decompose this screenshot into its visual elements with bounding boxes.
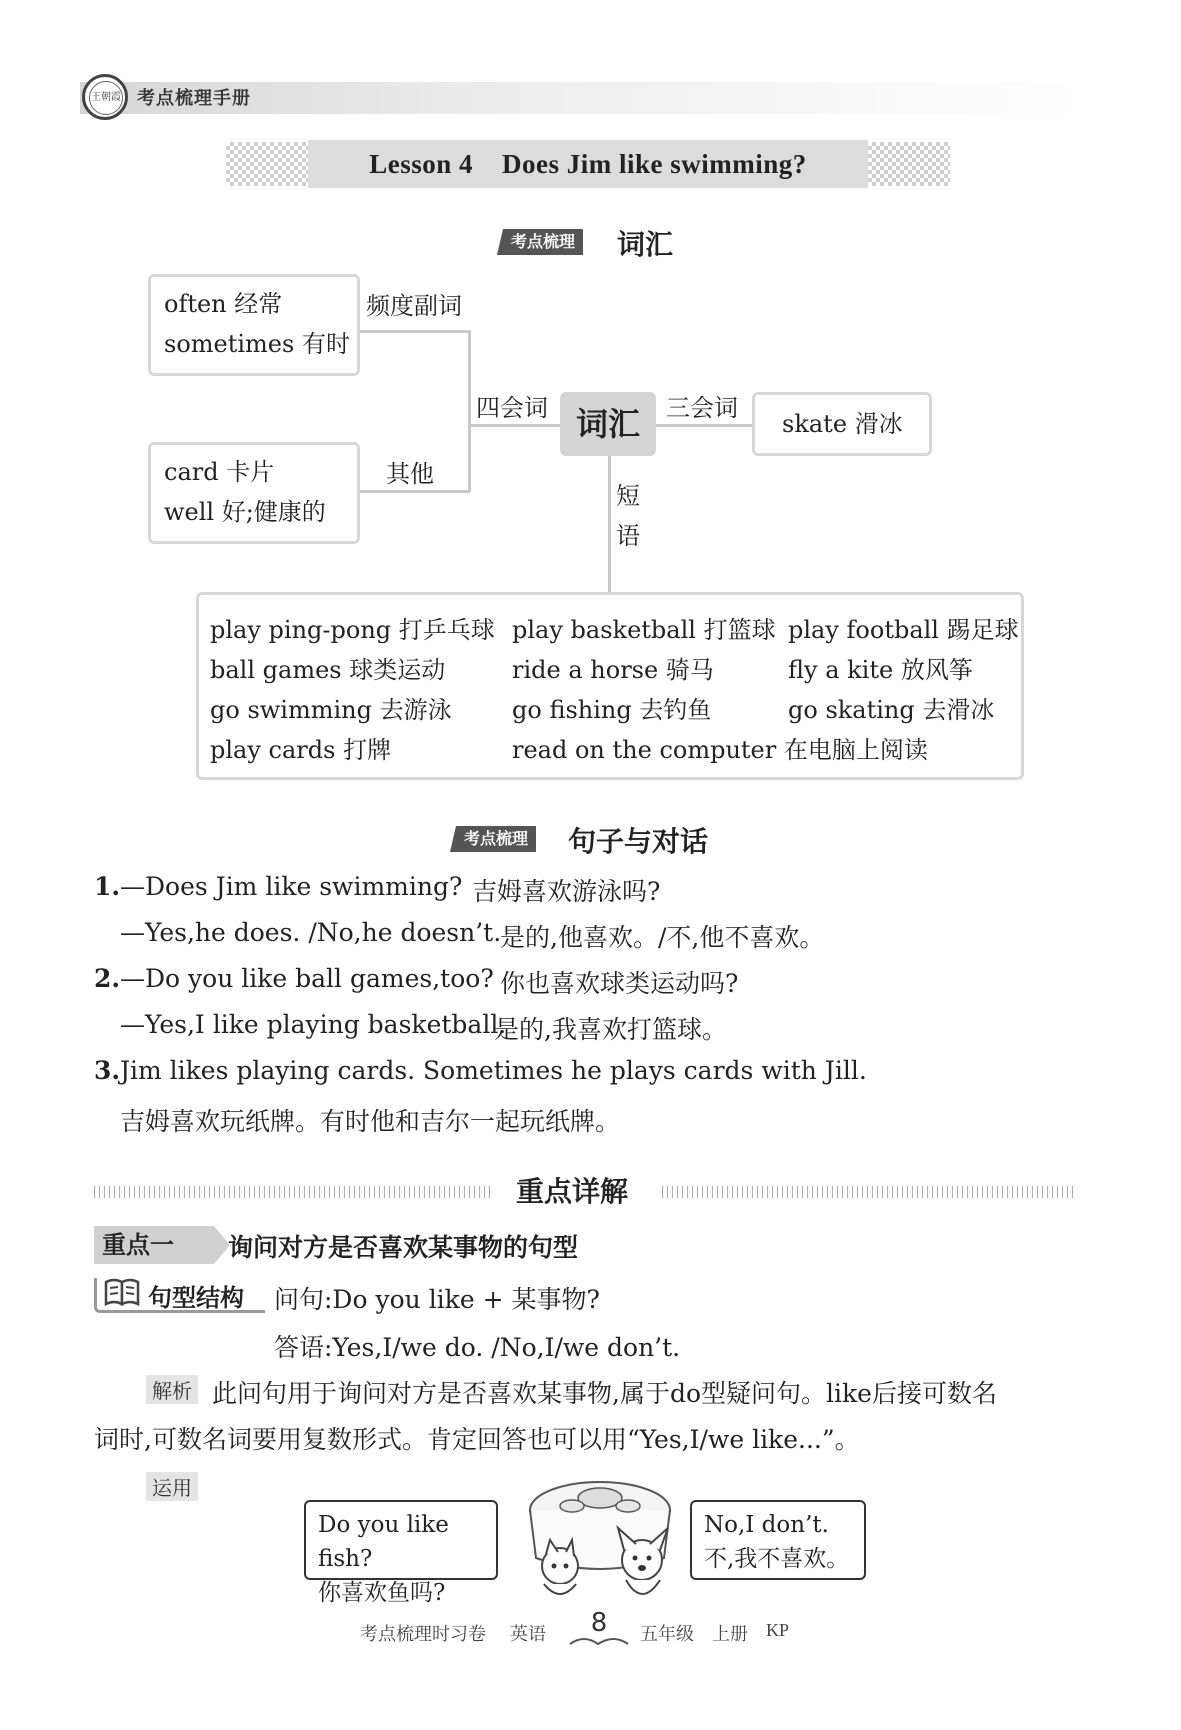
key-point-label: 重点一 [94, 1226, 214, 1264]
sentence-zh: 吉姆喜欢游泳吗? [472, 877, 661, 906]
vocab-word: card 卡片 [164, 458, 275, 486]
structure-question: 问句:Do you like + 某事物? [274, 1285, 600, 1314]
phrase: go fishing 去钓鱼 [512, 696, 712, 724]
vocab-word: sometimes 有时 [164, 330, 350, 358]
analysis-label: 解析 [146, 1375, 198, 1404]
footer-volume: 上册 [712, 1624, 748, 1644]
label-phrases: 语 [616, 522, 640, 550]
speech-bubble-right [690, 1500, 866, 1580]
speech-bubble-left [304, 1500, 498, 1606]
phrase: play ping-pong 打乒乓球 [210, 616, 495, 644]
vocab-word: skate 滑冰 [782, 410, 903, 438]
phrase: play basketball 打篮球 [512, 616, 776, 644]
logo-text: 王朝霞 [89, 81, 123, 115]
lesson-title: Lesson 4 Does Jim like swimming? [369, 149, 807, 179]
footer-series: 考点梳理时习卷 [360, 1624, 486, 1644]
footer-subject: 英语 [510, 1624, 546, 1644]
bubble-line: 你喜欢鱼吗? [318, 1580, 446, 1606]
sentence-number: 1. [94, 872, 121, 901]
bubble-line: No,I don’t. [704, 1512, 829, 1538]
section-tag: 考点梳理 [456, 826, 536, 852]
page-number: 8 [590, 1608, 608, 1638]
book-icon [104, 1278, 140, 1306]
label-freq-adverbs: 频度副词 [366, 292, 462, 320]
cartoon-cat-dog-illustration [510, 1470, 690, 1610]
connector [468, 330, 471, 492]
label-four-skills: 四会词 [476, 394, 548, 422]
section-tag: 考点梳理 [503, 229, 583, 255]
phrase: ride a horse 骑马 [512, 656, 714, 684]
sentence-zh: 吉姆喜欢玩纸牌。有时他和吉尔一起玩纸牌。 [120, 1107, 621, 1136]
banner-pattern-right [868, 142, 950, 186]
sentence-en: Jim likes playing cards. Sometimes he plays cards with Jill. [120, 1056, 867, 1085]
label-others: 其他 [386, 460, 434, 488]
usage-label: 运用 [146, 1472, 198, 1501]
sentence-zh: 是的,我喜欢打篮球。 [494, 1015, 727, 1044]
sentence-zh: 是的,他喜欢。/不,他不喜欢。 [500, 923, 825, 952]
sentence-number: 3. [94, 1056, 121, 1085]
analysis-text: 此问句用于询问对方是否喜欢某事物,属于do型疑问句。like后接可数名 [212, 1379, 997, 1408]
phrase: go skating 去滑冰 [788, 696, 995, 724]
footer-grade: 五年级 [640, 1624, 694, 1644]
label-three-skills: 三会词 [666, 394, 738, 422]
analysis-text: 词时,可数名词要用复数形式。肯定回答也可以用“Yes,I/we like...”。 [94, 1425, 860, 1454]
banner-pattern-left [226, 142, 308, 186]
mindmap-center: 词汇 [560, 392, 656, 456]
sentence-en: —Yes,he does. /No,he doesn’t. [120, 918, 502, 947]
key-section-title: 重点详解 [516, 1175, 629, 1208]
structure-answer: 答语:Yes,I/we do. /No,I/we don’t. [274, 1333, 681, 1362]
phrase: play cards 打牌 [210, 736, 392, 764]
vocab-word: well 好;健康的 [164, 498, 326, 526]
sentence-en: —Yes,I like playing basketball. [120, 1010, 507, 1039]
connector [358, 330, 470, 333]
divider [662, 1186, 1076, 1198]
phrase: go swimming 去游泳 [210, 696, 452, 724]
book-title: 考点梳理手册 [137, 88, 251, 109]
structure-label: 句型结构 [148, 1284, 244, 1312]
sentence-number: 2. [94, 964, 121, 993]
key-point-title: 询问对方是否喜欢某事物的句型 [228, 1233, 579, 1262]
sentence-zh: 你也喜欢球类运动吗? [500, 969, 739, 998]
divider [94, 1186, 494, 1198]
bubble-line: Do you like fish? [318, 1512, 449, 1572]
bubble-line: 不,我不喜欢。 [704, 1546, 850, 1572]
label-phrases: 短 [616, 482, 640, 510]
section-title-sentences: 句子与对话 [568, 825, 709, 858]
sentence-en: —Does Jim like swimming? [120, 872, 463, 901]
connector [608, 456, 611, 594]
footer-edition: KP [766, 1620, 790, 1640]
phrase: read on the computer 在电脑上阅读 [512, 736, 928, 764]
publisher-logo [82, 74, 128, 120]
phrase: fly a kite 放风筝 [788, 656, 973, 684]
section-title-vocab: 词汇 [617, 228, 674, 261]
phrase: ball games 球类运动 [210, 656, 446, 684]
phrase: play football 踢足球 [788, 616, 1019, 644]
sentence-en: —Do you like ball games,too? [120, 964, 494, 993]
vocab-word: often 经常 [164, 290, 283, 318]
